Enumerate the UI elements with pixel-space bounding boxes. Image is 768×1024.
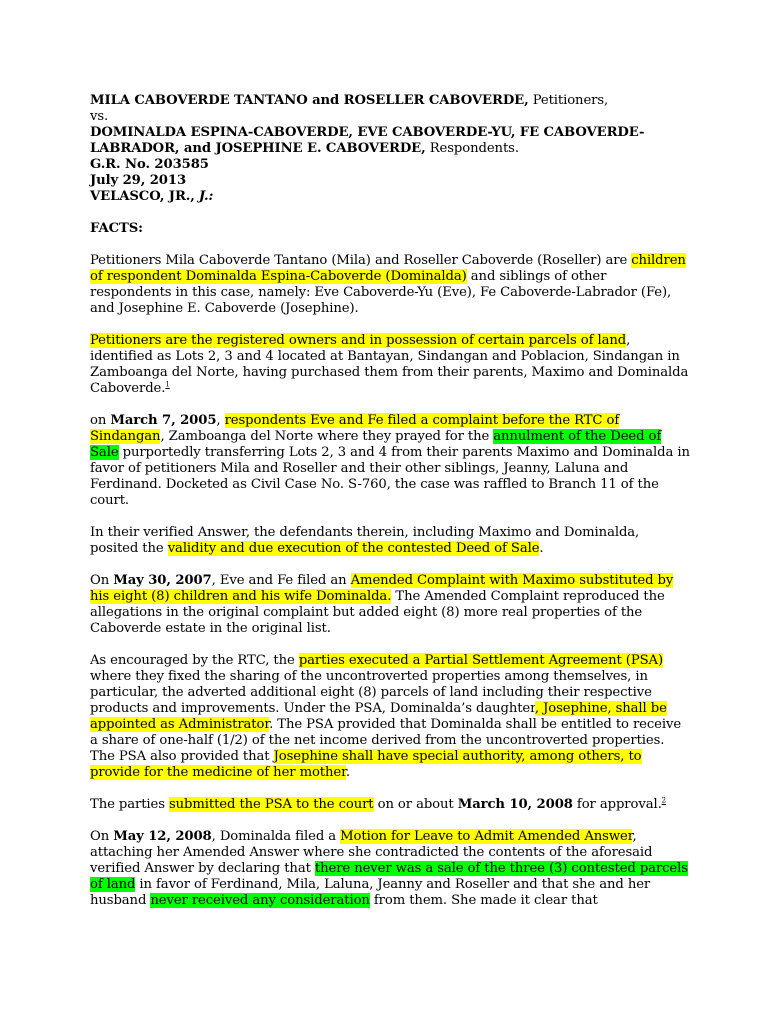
paragraph-text: On: [90, 829, 114, 844]
paragraph-text: , attaching her Amended Answer where she contradicted the contents of the aforesaid verified Answer by declaring that: [90, 829, 653, 876]
paragraph-text: . The PSA provided that Dominalda shall be entitled to receive a share of one-half (1/2) of the net income derived from the uncontroverted properties. The PSA also provided that: [90, 717, 682, 764]
paragraph-text: As encouraged by the RTC, the: [90, 653, 299, 668]
facts-paragraph: [90, 829, 690, 909]
paragraph-text: .: [539, 541, 544, 556]
paragraph-text: on or about: [373, 797, 458, 812]
document-page: [90, 93, 690, 925]
paragraph-text: for approval.: [572, 797, 662, 812]
facts-paragraph: [90, 797, 690, 813]
facts-paragraph: [90, 253, 690, 317]
facts-paragraph: [90, 525, 690, 557]
paragraph-text: The Amended Complaint reproduced the allegations in the original complaint but added eight (8) more real properties of the Caboverde estate in the original list.: [90, 589, 665, 636]
ponente: VELASCO, JR., J.:: [90, 189, 214, 204]
versus: vs.: [90, 109, 109, 124]
paragraph-text: Petitioners Mila Caboverde Tantano (Mila) and Roseller Caboverde (Roseller) are: [90, 253, 632, 268]
facts-body: [90, 253, 690, 909]
decision-date: July 29, 2013: [90, 173, 187, 188]
paragraph-text: On: [90, 573, 114, 588]
date-text: March 10, 2008: [457, 797, 573, 812]
facts-paragraph: [90, 653, 690, 781]
paragraph-text: where they fixed the sharing of the uncontroverted properties among themselves, in particular, the adverted additional eight (8) parcels of land including their respective products and improvements. Under the PSA, Dominalda’s daughter: [90, 669, 652, 716]
date-text: May 12, 2008: [113, 829, 212, 844]
highlight-green: never received any consideration: [150, 893, 370, 908]
facts-paragraph: [90, 413, 690, 509]
paragraph-text: purportedly transferring Lots 2, 3 and 4 from their parents Maximo and Dominalda in favor of petitioners Mila and Roseller and their other siblings, Jeanny, Laluna and Ferdinand. Docketed as Civil Case No. S-760, the case was raffled to Branch 11 of the court.: [90, 445, 690, 508]
gr-number: G.R. No. 203585: [90, 157, 209, 172]
respondents-role: Respondents.: [425, 141, 519, 156]
paragraph-text: , Eve and Fe filed an: [211, 573, 351, 588]
paragraph-text: , Dominalda filed a: [211, 829, 341, 844]
highlight-yellow: parties executed a Partial Settlement Agreement (PSA): [298, 653, 664, 668]
paragraph-text: on: [90, 413, 111, 428]
paragraph-text: .: [345, 765, 350, 780]
highlight-yellow: children of respondent Dominalda Espina-Caboverde (Dominalda): [90, 253, 686, 284]
facts-paragraph: [90, 573, 690, 637]
paragraph-text: , Zamboanga del Norte where they prayed for the: [160, 429, 494, 444]
highlight-yellow: Petitioners are the registered owners and in possession of certain parcels of land: [90, 333, 627, 348]
highlight-green: there never was a sale of the three (3) contested parcels of land: [90, 861, 688, 892]
petitioners-line: [90, 93, 690, 109]
facts-paragraph: [90, 333, 690, 397]
highlight-yellow: respondents Eve and Fe filed a complaint before the RTC of Sindangan: [90, 413, 620, 444]
paragraph-text: from them. She made it clear that: [369, 893, 598, 908]
date-text: May 30, 2007: [113, 573, 212, 588]
highlight-yellow: submitted the PSA to the court: [168, 797, 374, 812]
paragraph-text: In their verified Answer, the defendants therein, including Maximo and Dominalda, posited the: [90, 525, 640, 556]
highlight-yellow: Motion for Leave to Admit Amended Answer: [340, 829, 633, 844]
paragraph-text: The parties: [90, 797, 169, 812]
case-caption: [90, 93, 690, 205]
section-heading-facts: FACTS:: [90, 221, 143, 236]
paragraph-text: , identified as Lots 2, 3 and 4 located at Bantayan, Sindangan and Poblacion, Sindangan in Zamboanga del Norte, having purchased them from their parents, Maximo and Dominalda Caboverde.: [90, 333, 689, 396]
highlight-yellow: Amended Complaint with Maximo substituted by his eight (8) children and his wife Dominalda.: [90, 573, 674, 604]
footnote-reference[interactable]: 1: [165, 380, 170, 389]
date-text: March 7, 2005: [110, 413, 217, 428]
respondents-names: DOMINALDA ESPINA-CABOVERDE, EVE CABOVERDE-YU, FE CABOVERDE-LABRADOR, and JOSEPHINE E. CABOVERDE,: [90, 125, 645, 156]
petitioners-names: MILA CABOVERDE TANTANO and ROSELLER CABOVERDE,: [90, 93, 529, 108]
paragraph-text: ,: [216, 413, 225, 428]
footnote-reference[interactable]: 2: [661, 796, 667, 805]
respondents-line: [90, 125, 690, 157]
paragraph-text: in favor of Ferdinand, Mila, Laluna, Jeanny and Roseller and that she and her husband: [90, 877, 651, 908]
highlight-yellow: Josephine shall have special authority, among others, to provide for the medicine of her mother: [90, 749, 642, 780]
highlight-yellow: validity and due execution of the contested Deed of Sale: [167, 541, 540, 556]
highlight-green: annulment of the Deed of Sale: [90, 429, 662, 460]
paragraph-text: and siblings of other respondents in this case, namely: Eve Caboverde-Yu (Eve), Fe Caboverde-Labrador (Fe), and Josephine E. Caboverde (Josephine).: [90, 269, 672, 316]
petitioners-role: Petitioners,: [528, 93, 609, 108]
highlight-yellow: , Josephine, shall be appointed as Administrator: [90, 701, 667, 732]
